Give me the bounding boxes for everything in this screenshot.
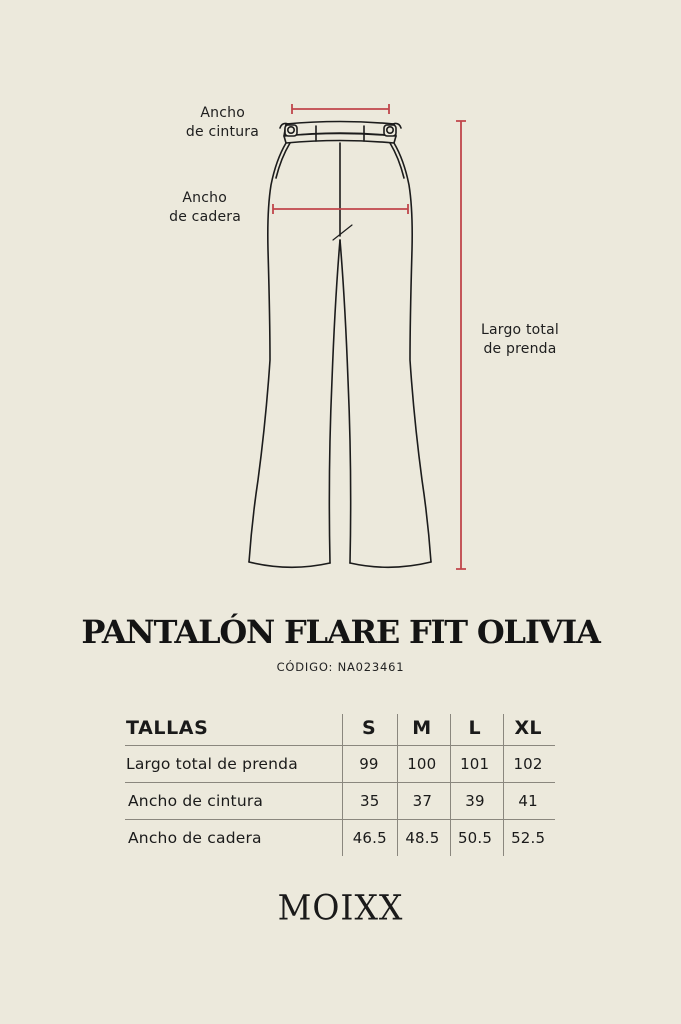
table-cell: 99 bbox=[359, 755, 379, 773]
table-cell: 52.5 bbox=[511, 829, 546, 847]
table-cell: 101 bbox=[460, 755, 490, 773]
row-label: Largo total de prenda bbox=[126, 755, 298, 773]
hip-label: Ancho de cadera bbox=[169, 190, 241, 225]
length-label: Largo total de prenda bbox=[480, 322, 559, 357]
row-label: Ancho de cintura bbox=[128, 792, 264, 810]
table-cell: 35 bbox=[360, 792, 380, 810]
table-cell: 102 bbox=[513, 755, 543, 773]
right-hem bbox=[350, 562, 431, 567]
product-code: CÓDIGO: NA023461 bbox=[276, 660, 405, 674]
table-cell: 48.5 bbox=[405, 829, 440, 847]
brand-logo: MOIXX bbox=[277, 887, 404, 928]
table-cell: 41 bbox=[518, 792, 538, 810]
size-m-header: M bbox=[412, 716, 432, 739]
table-cell: 46.5 bbox=[352, 829, 387, 847]
size-s-header: S bbox=[361, 716, 376, 739]
product-title: PANTALÓN FLARE FIT OLIVIA bbox=[81, 613, 600, 651]
table-row bbox=[125, 819, 555, 856]
left-hem bbox=[249, 562, 330, 567]
right-outer-seam bbox=[394, 143, 431, 562]
row-label: Ancho de cadera bbox=[128, 829, 262, 847]
table-cell: 39 bbox=[465, 792, 485, 810]
length-measure-line bbox=[456, 121, 466, 569]
size-l-header: L bbox=[468, 716, 481, 739]
header-label: TALLAS bbox=[126, 716, 209, 739]
left-outer-seam bbox=[249, 143, 286, 562]
table-row bbox=[125, 782, 555, 819]
waist-label: Ancho de cintura bbox=[185, 105, 259, 140]
table-header-row bbox=[125, 710, 555, 745]
table-cell: 37 bbox=[412, 792, 433, 810]
table-cell: 50.5 bbox=[457, 829, 493, 847]
size-table bbox=[125, 710, 555, 856]
table-cell: 100 bbox=[407, 755, 437, 773]
table-row bbox=[125, 745, 555, 782]
size-xl-header: XL bbox=[514, 716, 542, 739]
waist-measure-line bbox=[292, 104, 389, 114]
